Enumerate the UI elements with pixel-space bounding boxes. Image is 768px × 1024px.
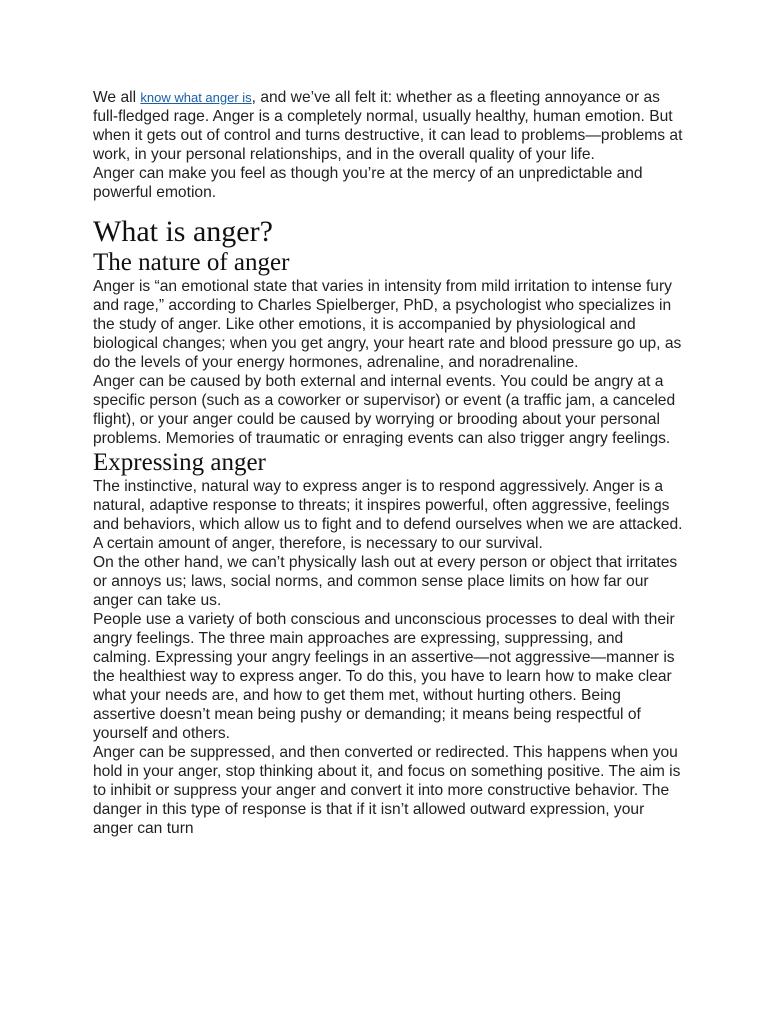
expressing-paragraph-1: The instinctive, natural way to express anger is to respond aggressively. Anger is a natural, adaptive response to threats; it inspires powerful, often aggressive, feelings and behaviors, which allow us to fight and to defend ourselves when we are attacked. A certain amount of anger, therefore, is necessary to our survival. [93, 478, 683, 552]
nature-paragraph-1: Anger is “an emotional state that varies in intensity from mild irritation to intense fury and rage,” according to Charles Spielberger, PhD, a psychologist who specializes in the study of anger. Like other emotions, it is accompanied by physiological and biological changes; when you get angry, your heart rate and blood pressure go up, as do the levels of your energy hormones, adrenaline, and noradrenaline. [93, 278, 682, 371]
expressing-paragraph-4: Anger can be suppressed, and then converted or redirected. This happens when you hold in your anger, stop thinking about it, and focus on something positive. The aim is to inhibit or suppress your anger and convert it into more constructive behavior. The danger in this type of response is that if it isn’t allowed outward expression, your anger can turn [93, 744, 681, 837]
expressing-paragraph-2: On the other hand, we can’t physically lash out at every person or object that irritates or annoys us; laws, social norms, and common sense place limits on how far our anger can take us. [93, 554, 678, 609]
intro-suffix: , and we’ve all felt it: whether as a fleeting annoyance or as full-fledged rage. Anger is a completely normal, usually healthy, human emotion. But when it gets out of control and turns destructive, it can lead to problems—problems at work, in your personal relationships, and in the overall quality of your life. [93, 89, 683, 163]
intro-prefix: We all [93, 89, 141, 106]
document-page [93, 88, 683, 838]
expressing-heading: Expressing anger [93, 449, 266, 476]
intro-paragraph [93, 88, 683, 164]
know-what-anger-is-link[interactable]: know what anger is [140, 90, 252, 105]
main-heading: What is anger? [93, 215, 273, 248]
intro-paragraph-2: Anger can make you feel as though you’re at the mercy of an unpredictable and powerful emotion. [93, 165, 643, 201]
nature-paragraph-2: Anger can be caused by both external and internal events. You could be angry at a specific person (such as a coworker or supervisor) or event (a traffic jam, a canceled flight), or your anger could be caused by worrying or brooding about your personal problems. Memories of traumatic or enraging events can also trigger angry feelings. [93, 373, 676, 447]
nature-heading: The nature of anger [93, 249, 290, 276]
expressing-paragraph-3: People use a variety of both conscious and unconscious processes to deal with their angry feelings. The three main approaches are expressing, suppressing, and calming. Expressing your angry feelings in an assertive—not aggressive—manner is the healthiest way to express anger. To do this, you have to learn how to make clear what your needs are, and how to get them met, without hurting others. Being assertive doesn’t mean being pushy or demanding; it means being respectful of yourself and others. [93, 611, 675, 742]
